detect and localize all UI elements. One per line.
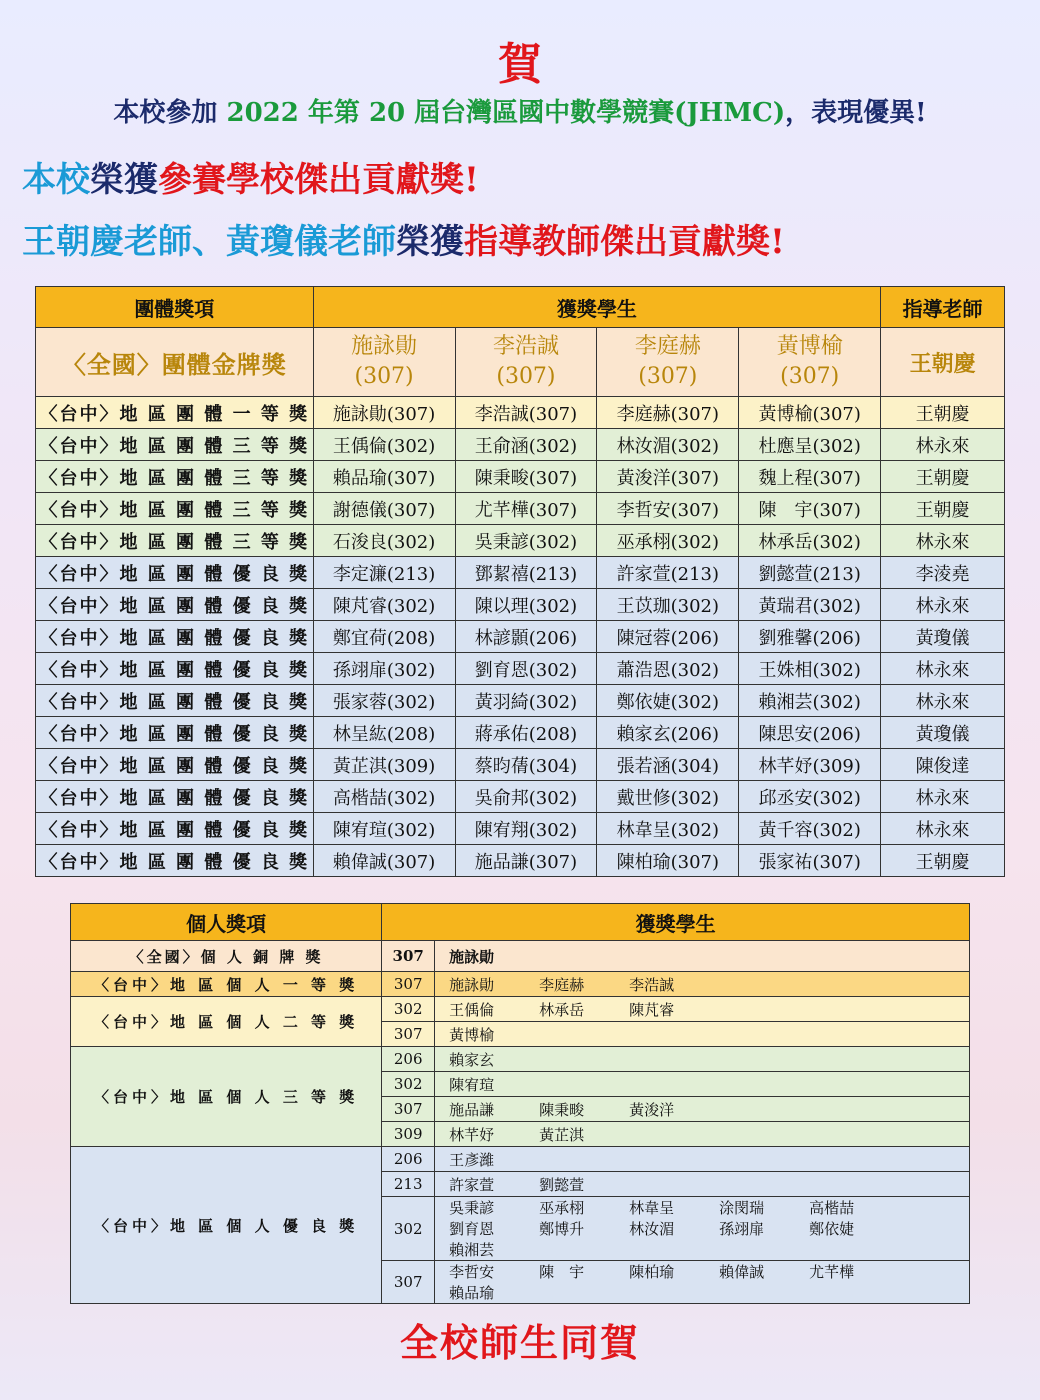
award-name: 〈台中〉地 區 個 人 二 等 獎 [71,997,382,1047]
class-cell: 206 [382,1047,435,1072]
student-name: 黃博榆 [776,334,843,359]
student-name: 林韋呈 [629,1199,675,1217]
student-name: 賴湘芸 [449,1241,495,1259]
student-cell: 林韋呈(302) [597,813,739,845]
footer-congrats: 全校師生同賀 [399,1320,640,1365]
award-name: 〈台中〉地 區 團 體 三 等 獎 [36,429,314,461]
class-cell: 307 [382,972,435,997]
student-cell: 黃千容(302) [739,813,881,845]
student-cell: 魏上程(307) [739,461,881,493]
names-cell [435,1072,970,1097]
student-cell: 施品謙(307) [455,845,597,877]
headline-part: 指導教師傑出貢獻獎! [464,222,785,262]
table-row [36,717,1005,749]
student-cell: 劉懿萱(213) [739,557,881,589]
table-row [36,845,1005,877]
student-name: 吳秉諺 [449,1199,495,1217]
student-cell: 陳 宇(307) [739,493,881,525]
student-name: 施詠勛 [351,334,418,359]
table-row [36,557,1005,589]
student-cell: 林諺顥(206) [455,621,597,653]
class-cell: 206 [382,1147,435,1172]
team-award-table [35,286,1005,877]
student-cell: 王偊倫(302) [313,429,455,461]
student-class: (307) [496,364,556,389]
award-name: 〈台中〉地 區 團 體 優 良 獎 [36,717,314,749]
student-cell: 杜應呈(302) [739,429,881,461]
student-cell: 賴家玄(206) [597,717,739,749]
names-cell [435,941,970,972]
award-name: 〈全國〉團體金牌獎 [36,328,314,397]
student-cell: 林呈紘(208) [313,717,455,749]
student-cell: 張家祐(307) [739,845,881,877]
student-cell: 蔣承佑(208) [455,717,597,749]
student-cell: 孫翊扉(302) [313,653,455,685]
table-row [36,589,1005,621]
student-cell: 尤芊樺(307) [455,493,597,525]
student-name: 陳宥瑄 [449,1075,495,1094]
student-name: 王彥濰 [449,1150,495,1169]
names-cell [435,972,970,997]
class-cell: 307 [382,1097,435,1122]
student-class: (307) [780,364,840,389]
class-cell: 307 [382,1022,435,1047]
student-cell [313,328,455,397]
award-name: 〈台中〉地 區 團 體 優 良 獎 [36,845,314,877]
class-cell: 309 [382,1122,435,1147]
student-cell: 許家萱(213) [597,557,739,589]
student-cell: 謝德儀(307) [313,493,455,525]
table-row [36,621,1005,653]
student-cell: 林芊妤(309) [739,749,881,781]
student-cell: 賴湘芸(302) [739,685,881,717]
student-name: 施詠勛 [449,947,495,966]
student-cell: 石浚良(302) [313,525,455,557]
student-cell: 張若涵(304) [597,749,739,781]
student-class: (307) [354,364,414,389]
student-name: 黃博榆 [449,1025,495,1044]
table-row [36,429,1005,461]
teacher-cell: 林永來 [881,813,1005,845]
student-cell: 王姝相(302) [739,653,881,685]
headline-part: 王朝慶老師、黃瓊儀老師 [22,222,396,262]
award-name: 〈台中〉地 區 團 體 優 良 獎 [36,685,314,717]
student-cell: 黃浚洋(307) [597,461,739,493]
table-row [36,685,1005,717]
names-cell [435,1097,970,1122]
teacher-cell: 林永來 [881,525,1005,557]
teacher-cell: 王朝慶 [881,397,1005,429]
header-students: 獲獎學生 [313,287,881,328]
student-name: 施詠勛 [449,975,495,994]
student-cell: 邱丞安(302) [739,781,881,813]
header-individual-award: 個人獎項 [71,904,382,941]
award-name: 〈台中〉地 區 團 體 三 等 獎 [36,493,314,525]
table-row [71,1047,970,1072]
student-name: 孫翊扉 [719,1220,765,1238]
student-name: 高楷喆 [809,1199,855,1217]
student-name: 鄭博升 [539,1220,585,1238]
award-name: 〈台中〉地 區 個 人 優 良 獎 [71,1147,382,1304]
award-name: 〈台中〉地 區 團 體 優 良 獎 [36,781,314,813]
student-cell: 陳以理(302) [455,589,597,621]
student-cell: 陳思安(206) [739,717,881,749]
table-row [36,525,1005,557]
class-cell: 302 [382,1072,435,1097]
class-cell: 307 [382,941,435,972]
teacher-cell: 王朝慶 [881,845,1005,877]
congrats-character: 賀 [498,39,542,90]
award-name: 〈台中〉地 區 團 體 優 良 獎 [36,557,314,589]
award-name: 〈台中〉地 區 團 體 優 良 獎 [36,621,314,653]
student-name: 林承岳 [539,1000,585,1019]
table-row [36,813,1005,845]
student-name: 陳柏瑜 [629,1263,675,1281]
names-cell [435,997,970,1022]
student-name: 黃芷淇 [539,1125,585,1144]
names-cell [435,1261,970,1304]
names-cell [435,1172,970,1197]
student-name: 陳秉畯 [539,1100,585,1119]
teacher-cell: 陳俊達 [881,749,1005,781]
student-cell: 巫承栩(302) [597,525,739,557]
table-row [36,781,1005,813]
headline-part: 本校參加 [113,98,227,128]
award-name: 〈台中〉地 區 個 人 三 等 獎 [71,1047,382,1147]
student-name: 陳芃睿 [629,1000,675,1019]
student-cell: 李庭赫(307) [597,397,739,429]
header-students: 獲獎學生 [382,904,970,941]
award-name: 〈台中〉地 區 團 體 優 良 獎 [36,653,314,685]
teacher-cell: 王朝慶 [881,461,1005,493]
teacher-cell: 林永來 [881,653,1005,685]
table-row [36,461,1005,493]
student-cell: 高楷喆(302) [313,781,455,813]
table-row [71,972,970,997]
student-name: 賴品瑜 [449,1284,495,1302]
award-name: 〈台中〉地 區 團 體 三 等 獎 [36,525,314,557]
class-cell: 302 [382,997,435,1022]
student-name: 賴偉誠 [719,1263,765,1281]
student-cell: 陳冠蓉(206) [597,621,739,653]
student-cell: 陳芃睿(302) [313,589,455,621]
student-name: 賴家玄 [449,1050,495,1069]
student-cell: 黃羽綺(302) [455,685,597,717]
headline-part: 榮獲 [90,160,158,200]
student-cell: 林承岳(302) [739,525,881,557]
student-cell: 陳宥翔(302) [455,813,597,845]
student-name: 李庭赫 [634,334,701,359]
teacher-cell: 林永來 [881,429,1005,461]
headline-competition-name: 2022 年第 20 屆台灣區國中數學競賽(JHMC) [226,98,786,128]
student-name: 李浩誠 [629,975,675,994]
student-name: 巫承栩 [539,1199,585,1217]
student-name: 施品謙 [449,1100,495,1119]
teacher-cell: 黃瓊儀 [881,717,1005,749]
names-cell [435,1147,970,1172]
student-cell: 蔡昀蒨(304) [455,749,597,781]
header-team-award: 團體獎項 [36,287,314,328]
student-cell: 蕭浩恩(302) [597,653,739,685]
student-cell: 賴偉誠(307) [313,845,455,877]
class-cell: 302 [382,1197,435,1261]
student-name: 劉懿萱 [539,1175,585,1194]
student-cell: 李浩誠(307) [455,397,597,429]
student-cell: 鄭宜荷(208) [313,621,455,653]
teacher-cell: 林永來 [881,589,1005,621]
teacher-cell: 王朝慶 [881,493,1005,525]
award-name: 〈台中〉地 區 團 體 優 良 獎 [36,749,314,781]
student-name: 劉育恩 [449,1220,495,1238]
names-cell [435,1122,970,1147]
table-row [36,653,1005,685]
student-cell: 王苡珈(302) [597,589,739,621]
names-cell [435,1047,970,1072]
student-cell: 劉育恩(302) [455,653,597,685]
student-name: 陳 宇 [539,1263,585,1281]
student-name: 王偊倫 [449,1000,495,1019]
teacher-cell: 林永來 [881,685,1005,717]
table-row [36,493,1005,525]
headline-school-award [22,152,479,201]
student-cell: 劉雅馨(206) [739,621,881,653]
student-name: 許家萱 [449,1175,495,1194]
teacher-cell: 李淩堯 [881,557,1005,589]
award-name: 〈台中〉地 區 個 人 一 等 獎 [71,972,382,997]
student-cell: 陳柏瑜(307) [597,845,739,877]
headline-part: 榮獲 [396,222,464,262]
student-name: 林汝湄 [629,1220,675,1238]
teacher-cell: 王朝慶 [881,328,1005,397]
teacher-cell: 林永來 [881,781,1005,813]
student-cell: 黃博榆(307) [739,397,881,429]
teacher-cell: 黃瓊儀 [881,621,1005,653]
student-cell: 黃芷淇(309) [313,749,455,781]
student-cell: 戴世修(302) [597,781,739,813]
class-cell: 307 [382,1261,435,1304]
header-teacher: 指導老師 [881,287,1005,328]
student-name: 尤芊樺 [809,1263,855,1281]
student-cell [455,328,597,397]
table-row [71,997,970,1022]
student-cell: 王俞涵(302) [455,429,597,461]
student-name: 涂閔瑞 [719,1199,765,1217]
student-cell [739,328,881,397]
award-name: 〈台中〉地 區 團 體 優 良 獎 [36,813,314,845]
student-cell [597,328,739,397]
award-name: 〈台中〉地 區 團 體 優 良 獎 [36,589,314,621]
student-cell: 賴品瑜(307) [313,461,455,493]
individual-award-table [70,903,970,1304]
student-name: 李庭赫 [539,975,585,994]
class-cell: 213 [382,1172,435,1197]
table-row [71,1147,970,1172]
headline-competition [0,92,1040,129]
table-row [36,328,1005,397]
student-cell: 李哲安(307) [597,493,739,525]
names-cell [435,1197,970,1261]
student-cell: 林汝湄(302) [597,429,739,461]
student-cell: 陳秉畯(307) [455,461,597,493]
student-cell: 吳秉諺(302) [455,525,597,557]
student-cell: 張家蓉(302) [313,685,455,717]
award-name: 〈台中〉地 區 團 體 三 等 獎 [36,461,314,493]
student-cell: 陳宥瑄(302) [313,813,455,845]
student-cell: 鄧絜禧(213) [455,557,597,589]
headline-teacher-award [22,214,785,263]
student-cell: 施詠勛(307) [313,397,455,429]
student-cell: 李定濂(213) [313,557,455,589]
student-class: (307) [638,364,698,389]
headline-part: ，表現優異! [785,98,927,128]
student-cell: 吳俞邦(302) [455,781,597,813]
student-name: 黃浚洋 [629,1100,675,1119]
award-name: 〈台中〉地 區 團 體 一 等 獎 [36,397,314,429]
student-name: 李哲安 [449,1263,495,1281]
names-cell [435,1022,970,1047]
table-row [36,397,1005,429]
table-row [71,941,970,972]
headline-part: 參賽學校傑出貢獻獎! [158,160,479,200]
student-name: 鄭依婕 [809,1220,855,1238]
student-cell: 鄭依婕(302) [597,685,739,717]
table-row [36,749,1005,781]
headline-part: 本校 [22,160,90,200]
award-name: 〈全國〉個 人 銅 牌 獎 [71,941,382,972]
student-name: 林芊妤 [449,1125,495,1144]
student-name: 李浩誠 [492,334,559,359]
student-cell: 黃瑞君(302) [739,589,881,621]
